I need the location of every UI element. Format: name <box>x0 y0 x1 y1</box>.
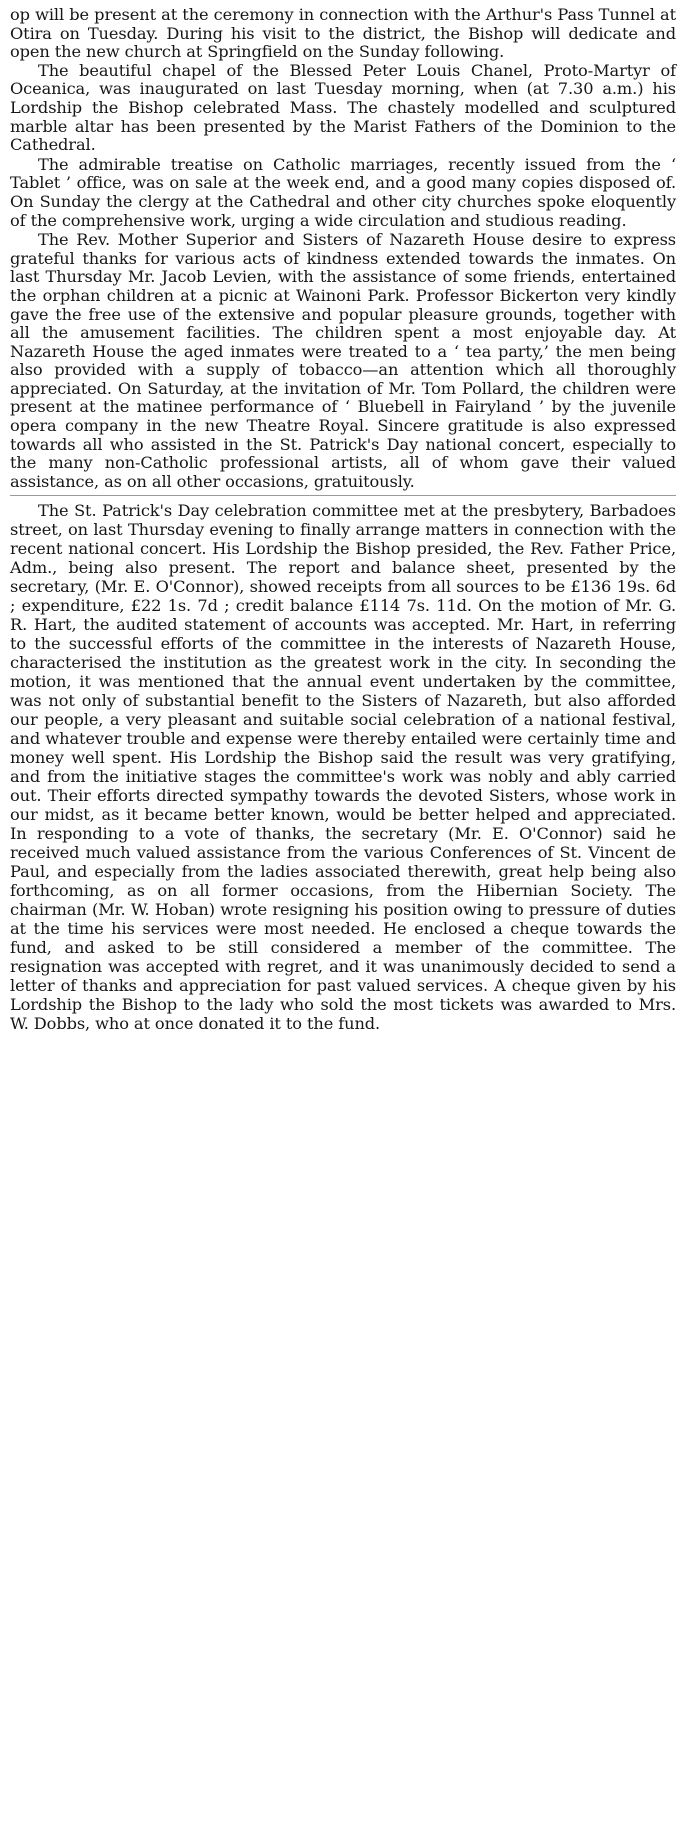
paragraph-nazareth-house: The Rev. Mother Superior and Sisters of Nazareth House desire to express grateful thanks for various acts of kindness extended towards the inmates. On last Thursday Mr. Jacob Levien, with the assistance of some friends, entertained the orphan children at a picnic at Wainoni Park. Professor Bickerton very kindly gave the free use of the extensive and popular pleasure grounds, together with all the amusement facilities. The children spent a most enjoyable day. At Nazareth House the aged inmates were treated to a ‘ tea party,’ the men being also provided with a supply of tobacco—an attention which all thoroughly appreciated. On Saturday, at the invitation of Mr. Tom Pollard, the children were present at the matinee performance of ‘ Bluebell in Fairyland ’ by the juvenile opera company in the new Theatre Royal. Sincere gratitude is also expressed towards all who assisted in the St. Patrick's Day national concert, especially to the many non-Catholic professional artists, all of whom gave their valued assistance, as on all other occasions, gratuitously. <box>10 230 676 491</box>
newspaper-column <box>10 6 676 1033</box>
paragraph-bishop-visit: op will be present at the ceremony in connection with the Arthur's Pass Tunnel at Otira on Tuesday. During his visit to the district, the Bishop will dedicate and open the new church at Springfield on the Sunday following. <box>10 5 676 62</box>
paragraph-chanel-chapel: The beautiful chapel of the Blessed Peter Louis Chanel, Proto-Martyr of Oceanica, was inaugurated on last Tuesday morning, when (at 7.30 a.m.) his Lordship the Bishop celebrated Mass. The chastely modelled and sculptured marble altar has been presented by the Marist Fathers of the Dominion to the Cathedral. <box>10 60 676 155</box>
paragraph-marriage-treatise: The admirable treatise on Catholic marriages, recently issued from the ‘ Tablet ’ office, was on sale at the week end, and a good many copies disposed of. On Sunday the clergy at the Cathedral and other city churches spoke eloquently of the comprehensive work, urging a wide circulation and studious reading. <box>10 154 676 230</box>
paragraph-celebration-committee: The St. Patrick's Day celebration committee met at the presbytery, Barbadoes street, on last Thursday evening to finally arrange matters in connection with the recent national concert. His Lordship the Bishop presided, the Rev. Father Price, Adm., being also present. The report and balance sheet, presented by the secretary, (Mr. E. O'Connor), showed receipts from all sources to be £136 19s. 6d ; expenditure, £22 1s. 7d ; credit balance £114 7s. 11d. On the motion of Mr. G. R. Hart, the audited statement of accounts was accepted. Mr. Hart, in referring to the successful efforts of the committee in the interests of Nazareth House, characterised the institution as the greatest work in the city. In seconding the motion, it was mentioned that the annual event undertaken by the committee, was not only of substantial benefit to the Sisters of Nazareth, but also afforded our people, a very pleasant and suitable social celebration of a national festival, and whatever trouble and expense were thereby entailed were certainly time and money well spent. His Lordship the Bishop said the result was very gratifying, and from the initiative stages the committee's work was nobly and ably carried out. Their efforts directed sympathy towards the devoted Sisters, whose work in our midst, as it became better known, would be better helped and appreciated. In responding to a vote of thanks, the secretary (Mr. E. O'Connor) said he received much valued assistance from the various Conferences of St. Vincent de Paul, and especially from the ladies associated therewith, great help being also forthcoming, as on all former occasions, from the Hibernian Society. The chairman (Mr. W. Hoban) wrote resigning his position owing to pressure of duties at the time his services were most needed. He enclosed a cheque towards the fund, and asked to be still considered a member of the committee. The resignation was accepted with regret, and it was unanimously decided to send a letter of thanks and appreciation for past valued services. A cheque given by his Lordship the Bishop to the lady who sold the most tickets was awarded to Mrs. W. Dobbs, who at once donated it to the fund. <box>10 501 676 1034</box>
column-divider <box>10 495 676 496</box>
